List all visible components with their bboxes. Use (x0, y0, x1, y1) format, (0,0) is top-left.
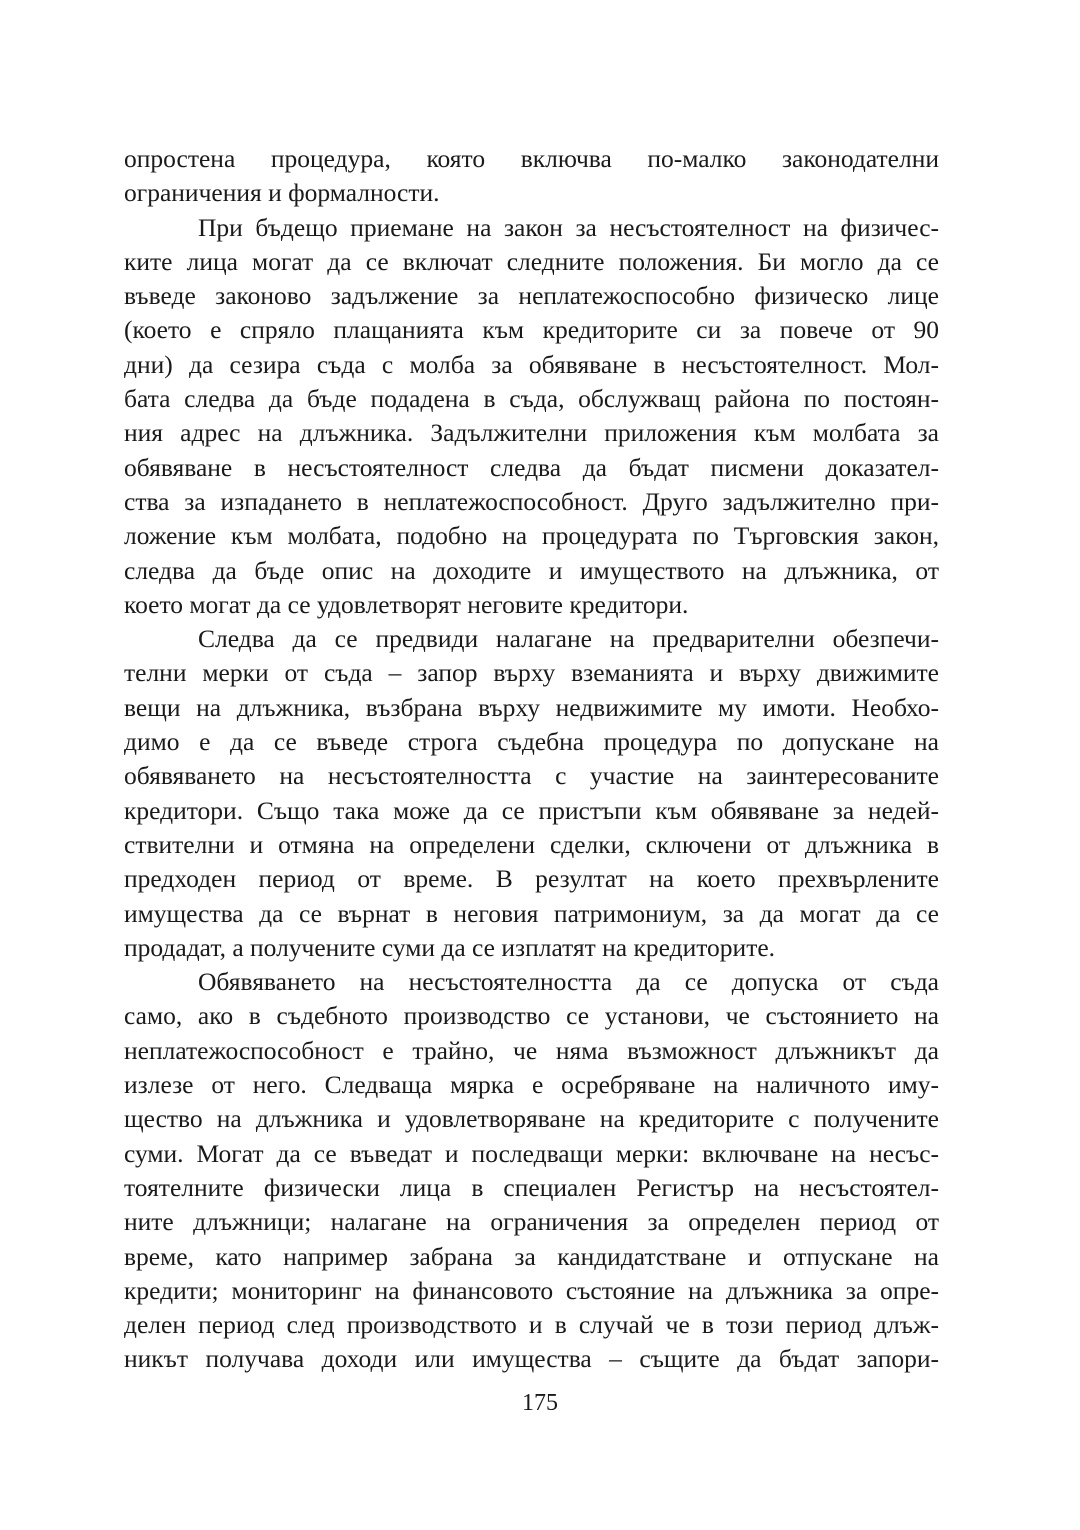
text-line: обявяване в несъстоятелност следва да бъдат писмени доказател- (124, 452, 939, 482)
text-line: ложение към молбата, подобно на процедурата по Търговския закон, (124, 521, 939, 551)
text-line: дни) да сезира съда с молба за обявяване в несъстоятелност. Мол- (124, 349, 939, 379)
text-line: бата следва да бъде подадена в съда, обслужващ района по постоян- (124, 384, 939, 414)
text-line: телни мерки от съда – запор върху вземанията и върху движимите (124, 658, 939, 688)
text-line: следва да бъде опис на доходите и имуществото на длъжника, от (124, 555, 939, 585)
text-line: (което е спряло плащанията към кредиторите си за повече от 90 (124, 315, 939, 345)
text-line: обявяването на несъстоятелността с участие на заинтересованите (124, 761, 939, 791)
text-line: ства за изпадането в неплатежоспособност. Друго задължително при- (124, 486, 939, 516)
text-line: кредити; мониторинг на финансовото състояние на длъжника за опре- (124, 1275, 939, 1305)
text-line: само, ако в съдебното производство се установи, че състоянието на (124, 1001, 939, 1031)
text-line: време, като например забрана за кандидатстване и отпускане на (124, 1241, 939, 1271)
page-number: 175 (522, 1390, 558, 1416)
text-line: делен период след производството и в случай че в този период длъж- (124, 1310, 939, 1340)
document-body (124, 142, 939, 1377)
text-line: кредитори. Също така може да се пристъпи към обявяване за недей- (124, 795, 939, 825)
text-line: суми. Могат да се въведат и последващи мерки: включване на несъс- (124, 1138, 939, 1168)
text-line: въведе законово задължение за неплатежоспособно физическо лице (124, 281, 939, 311)
text-line: имущества да се върнат в неговия патримониум, за да могат да се (124, 898, 939, 928)
text-line: тоятелните физически лица в специален Регистър на несъстоятел- (124, 1172, 939, 1202)
text-line: ствителни и отмяна на определени сделки, сключени от длъжника в (124, 829, 939, 859)
text-line: ките лица могат да се включат следните положения. Би могло да се (124, 246, 939, 276)
text-line: щество на длъжника и удовлетворяване на кредиторите с получените (124, 1104, 939, 1134)
text-line: което могат да се удовлетворят неговите кредитори. (124, 589, 689, 619)
text-line: ния адрес на длъжника. Задължителни приложения към молбата за (124, 418, 939, 448)
paragraph-start-line: Следва да се предвиди налагане на предварителни обезпечи- (198, 624, 939, 654)
text-line: ните длъжници; налагане на ограничения за определен период от (124, 1207, 939, 1237)
text-line: продадат, а получените суми да се изплатят на кредиторите. (124, 932, 776, 962)
text-line: предходен период от време. В резултат на което прехвърлените (124, 864, 939, 894)
text-line: излезе от него. Следваща мярка е осребряване на наличното иму- (124, 1070, 939, 1100)
text-line: вещи на длъжника, възбрана върху недвижимите му имоти. Необхо- (124, 692, 939, 722)
text-line: опростена процедура, която включва по-малко законодателни (124, 144, 939, 173)
text-line: никът получава доходи или имущества – същите да бъдат запори- (124, 1344, 939, 1374)
text-line: неплатежоспособност е трайно, че няма възможност длъжникът да (124, 1035, 939, 1065)
paragraph-start-line: При бъдещо приемане на закон за несъстоятелност на физичес- (198, 212, 939, 242)
text-line: димо е да се въведе строга съдебна процедура по допускане на (124, 727, 939, 757)
text-line: ограничения и формалности. (124, 178, 440, 208)
paragraph-start-line: Обявяването на несъстоятелността да се допуска от съда (198, 967, 939, 997)
